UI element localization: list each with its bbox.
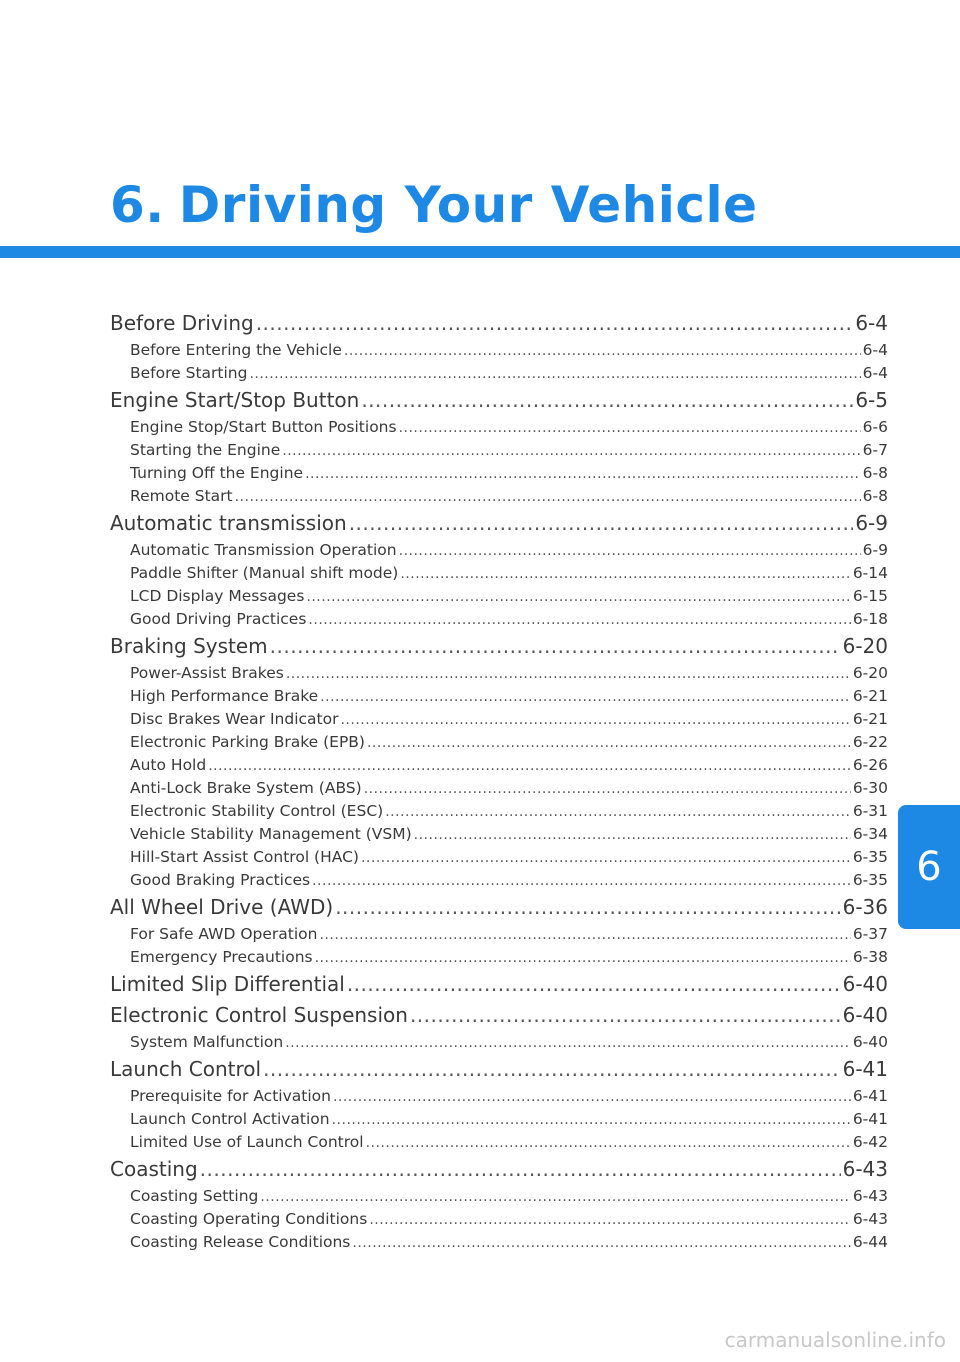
dot-leader: [335, 892, 840, 923]
chapter-number: 6.: [110, 176, 165, 234]
toc-subsection-entry[interactable]: [110, 946, 888, 969]
toc-subsection-entry[interactable]: [110, 1231, 888, 1254]
toc-section-entry[interactable]: [110, 308, 888, 339]
dot-leader: [361, 847, 851, 869]
dot-leader: [200, 1154, 841, 1185]
toc-entry-title: Electronic Stability Control (ESC): [130, 802, 384, 820]
toc-subsection-entry[interactable]: [110, 416, 888, 439]
toc-page-number: 6-5: [855, 388, 888, 412]
dot-leader: [282, 440, 860, 462]
toc-entry-title: For Safe AWD Operation: [130, 925, 318, 943]
toc-page-number: 6-36: [842, 895, 888, 919]
toc-entry-title: Limited Slip Differential: [110, 972, 345, 996]
toc-page-number: 6-9: [862, 541, 888, 559]
dot-leader: [263, 1054, 841, 1085]
toc-entry-title: Launch Control Activation: [130, 1110, 330, 1128]
toc-subsection-entry[interactable]: [110, 585, 888, 608]
toc-page-number: 6-20: [842, 634, 888, 658]
toc-page-number: 6-38: [852, 948, 888, 966]
toc-section-entry[interactable]: [110, 969, 888, 1000]
toc-section-entry[interactable]: [110, 631, 888, 662]
toc-page-number: 6-4: [862, 341, 888, 359]
toc-subsection-entry[interactable]: [110, 1031, 888, 1054]
toc-subsection-entry[interactable]: [110, 731, 888, 754]
dot-leader: [369, 1209, 850, 1231]
toc-entry-title: Automatic transmission: [110, 511, 347, 535]
toc-page-number: 6-14: [852, 564, 888, 582]
dot-leader: [308, 609, 850, 631]
toc-page-number: 6-26: [852, 756, 888, 774]
toc-section: [110, 1154, 888, 1254]
dot-leader: [260, 1186, 850, 1208]
toc-page-number: 6-21: [852, 687, 888, 705]
toc-entry-title: Prerequisite for Activation: [130, 1087, 331, 1105]
toc-section: [110, 631, 888, 892]
toc-entry-title: Engine Stop/Start Button Positions: [130, 418, 397, 436]
table-of-contents: [110, 308, 888, 1254]
toc-entry-title: Coasting Setting: [130, 1187, 259, 1205]
toc-entry-title: Good Braking Practices: [130, 871, 311, 889]
toc-subsection-entry[interactable]: [110, 1108, 888, 1131]
toc-subsection-entry[interactable]: [110, 1131, 888, 1154]
toc-subsection-entry[interactable]: [110, 485, 888, 508]
toc-page-number: 6-41: [852, 1110, 888, 1128]
toc-subsection-entry[interactable]: [110, 823, 888, 846]
toc-page-number: 6-34: [852, 825, 888, 843]
toc-page-number: 6-40: [842, 1003, 888, 1027]
toc-entry-title: High Performance Brake: [130, 687, 319, 705]
toc-page-number: 6-37: [852, 925, 888, 943]
toc-entry-title: Power-Assist Brakes: [130, 664, 284, 682]
dot-leader: [361, 385, 853, 416]
toc-subsection-entry[interactable]: [110, 685, 888, 708]
toc-entry-title: Emergency Precautions: [130, 948, 313, 966]
toc-page-number: 6-21: [852, 710, 888, 728]
toc-section: [110, 892, 888, 969]
toc-entry-title: Engine Start/Stop Button: [110, 388, 360, 412]
toc-subsection-entry[interactable]: [110, 462, 888, 485]
toc-subsection-entry[interactable]: [110, 539, 888, 562]
toc-page-number: 6-15: [852, 587, 888, 605]
chapter-title-text: Driving Your Vehicle: [178, 176, 758, 234]
toc-section-entry[interactable]: [110, 385, 888, 416]
toc-entry-title: Before Entering the Vehicle: [130, 341, 342, 359]
toc-page-number: 6-4: [862, 364, 888, 382]
dot-leader: [367, 732, 851, 754]
toc-page-number: 6-30: [852, 779, 888, 797]
toc-entry-title: Starting the Engine: [130, 441, 281, 459]
dot-leader: [319, 924, 850, 946]
toc-entry-title: Auto Hold: [130, 756, 207, 774]
toc-subsection-entry[interactable]: [110, 339, 888, 362]
toc-section-entry[interactable]: [110, 892, 888, 923]
toc-page-number: 6-22: [852, 733, 888, 751]
toc-section: [110, 1000, 888, 1054]
dot-leader: [347, 969, 841, 1000]
toc-entry-title: System Malfunction: [130, 1033, 284, 1051]
dot-leader: [312, 870, 851, 892]
toc-subsection-entry[interactable]: [110, 1208, 888, 1231]
toc-entry-title: Launch Control: [110, 1057, 262, 1081]
dot-leader: [320, 686, 851, 708]
toc-page-number: 6-9: [855, 511, 888, 535]
toc-entry-title: Braking System: [110, 634, 268, 658]
dot-leader: [399, 540, 861, 562]
toc-page-number: 6-7: [862, 441, 888, 459]
chapter-title: [110, 176, 758, 234]
toc-entry-title: LCD Display Messages: [130, 587, 305, 605]
dot-leader: [385, 801, 851, 823]
toc-page-number: 6-43: [852, 1210, 888, 1228]
toc-subsection-entry[interactable]: [110, 846, 888, 869]
toc-entry-title: Hill-Start Assist Control (HAC): [130, 848, 359, 866]
dot-leader: [285, 1032, 851, 1054]
toc-page-number: 6-43: [852, 1187, 888, 1205]
dot-leader: [332, 1109, 851, 1131]
dot-leader: [400, 563, 850, 585]
toc-page-number: 6-18: [852, 610, 888, 628]
toc-section: [110, 385, 888, 508]
toc-subsection-entry[interactable]: [110, 439, 888, 462]
dot-leader: [208, 755, 851, 777]
dot-leader: [364, 778, 851, 800]
toc-subsection-entry[interactable]: [110, 608, 888, 631]
dot-leader: [306, 586, 850, 608]
toc-page-number: 6-8: [862, 487, 888, 505]
toc-entry-title: Electronic Parking Brake (EPB): [130, 733, 365, 751]
toc-entry-title: Good Driving Practices: [130, 610, 307, 628]
toc-section-entry[interactable]: [110, 1000, 888, 1031]
toc-entry-title: Limited Use of Launch Control: [130, 1133, 364, 1151]
toc-entry-title: Electronic Control Suspension: [110, 1003, 408, 1027]
toc-entry-title: Disc Brakes Wear Indicator: [130, 710, 339, 728]
toc-section-entry[interactable]: [110, 1154, 888, 1185]
toc-subsection-entry[interactable]: [110, 800, 888, 823]
toc-section: [110, 1054, 888, 1154]
toc-subsection-entry[interactable]: [110, 1185, 888, 1208]
chapter-tab[interactable]: 6: [898, 805, 960, 929]
toc-subsection-entry[interactable]: [110, 777, 888, 800]
toc-page-number: 6-31: [852, 802, 888, 820]
toc-entry-title: Anti-Lock Brake System (ABS): [130, 779, 362, 797]
toc-section: [110, 969, 888, 1000]
toc-page-number: 6-40: [852, 1033, 888, 1051]
toc-page-number: 6-40: [842, 972, 888, 996]
toc-subsection-entry[interactable]: [110, 923, 888, 946]
dot-leader: [366, 1132, 851, 1154]
toc-section: [110, 308, 888, 385]
toc-page-number: 6-35: [852, 871, 888, 889]
dot-leader: [399, 417, 861, 439]
dot-leader: [249, 363, 860, 385]
dot-leader: [410, 1000, 841, 1031]
toc-page-number: 6-35: [852, 848, 888, 866]
dot-leader: [270, 631, 841, 662]
toc-entry-title: Automatic Transmission Operation: [130, 541, 397, 559]
toc-section: [110, 508, 888, 631]
toc-page-number: 6-41: [842, 1057, 888, 1081]
toc-entry-title: Before Driving: [110, 311, 254, 335]
toc-page-number: 6-44: [852, 1233, 888, 1251]
toc-entry-title: Turning Off the Engine: [130, 464, 304, 482]
dot-leader: [340, 709, 850, 731]
toc-page-number: 6-8: [862, 464, 888, 482]
dot-leader: [344, 340, 861, 362]
toc-page-number: 6-6: [862, 418, 888, 436]
toc-page-number: 6-41: [852, 1087, 888, 1105]
toc-entry-title: Paddle Shifter (Manual shift mode): [130, 564, 399, 582]
watermark: carmanualsonline.info: [724, 1328, 946, 1352]
toc-page-number: 6-42: [852, 1133, 888, 1151]
toc-subsection-entry[interactable]: [110, 562, 888, 585]
toc-entry-title: Vehicle Stability Management (VSM): [130, 825, 412, 843]
toc-section-entry[interactable]: [110, 508, 888, 539]
dot-leader: [256, 308, 854, 339]
dot-leader: [235, 486, 861, 508]
dot-leader: [414, 824, 851, 846]
toc-entry-title: Remote Start: [130, 487, 233, 505]
toc-subsection-entry[interactable]: [110, 662, 888, 685]
title-rule: [0, 246, 960, 258]
dot-leader: [333, 1086, 851, 1108]
toc-page-number: 6-20: [852, 664, 888, 682]
toc-subsection-entry[interactable]: [110, 869, 888, 892]
toc-page-number: 6-4: [855, 311, 888, 335]
dot-leader: [286, 663, 851, 685]
dot-leader: [305, 463, 861, 485]
toc-entry-title: All Wheel Drive (AWD): [110, 895, 334, 919]
toc-entry-title: Before Starting: [130, 364, 248, 382]
toc-subsection-entry[interactable]: [110, 708, 888, 731]
toc-section-entry[interactable]: [110, 1054, 888, 1085]
toc-subsection-entry[interactable]: [110, 754, 888, 777]
dot-leader: [349, 508, 854, 539]
toc-subsection-entry[interactable]: [110, 1085, 888, 1108]
toc-entry-title: Coasting Operating Conditions: [130, 1210, 368, 1228]
toc-entry-title: Coasting: [110, 1157, 198, 1181]
toc-subsection-entry[interactable]: [110, 362, 888, 385]
toc-page-number: 6-43: [842, 1157, 888, 1181]
dot-leader: [352, 1232, 850, 1254]
dot-leader: [315, 947, 851, 969]
toc-entry-title: Coasting Release Conditions: [130, 1233, 351, 1251]
